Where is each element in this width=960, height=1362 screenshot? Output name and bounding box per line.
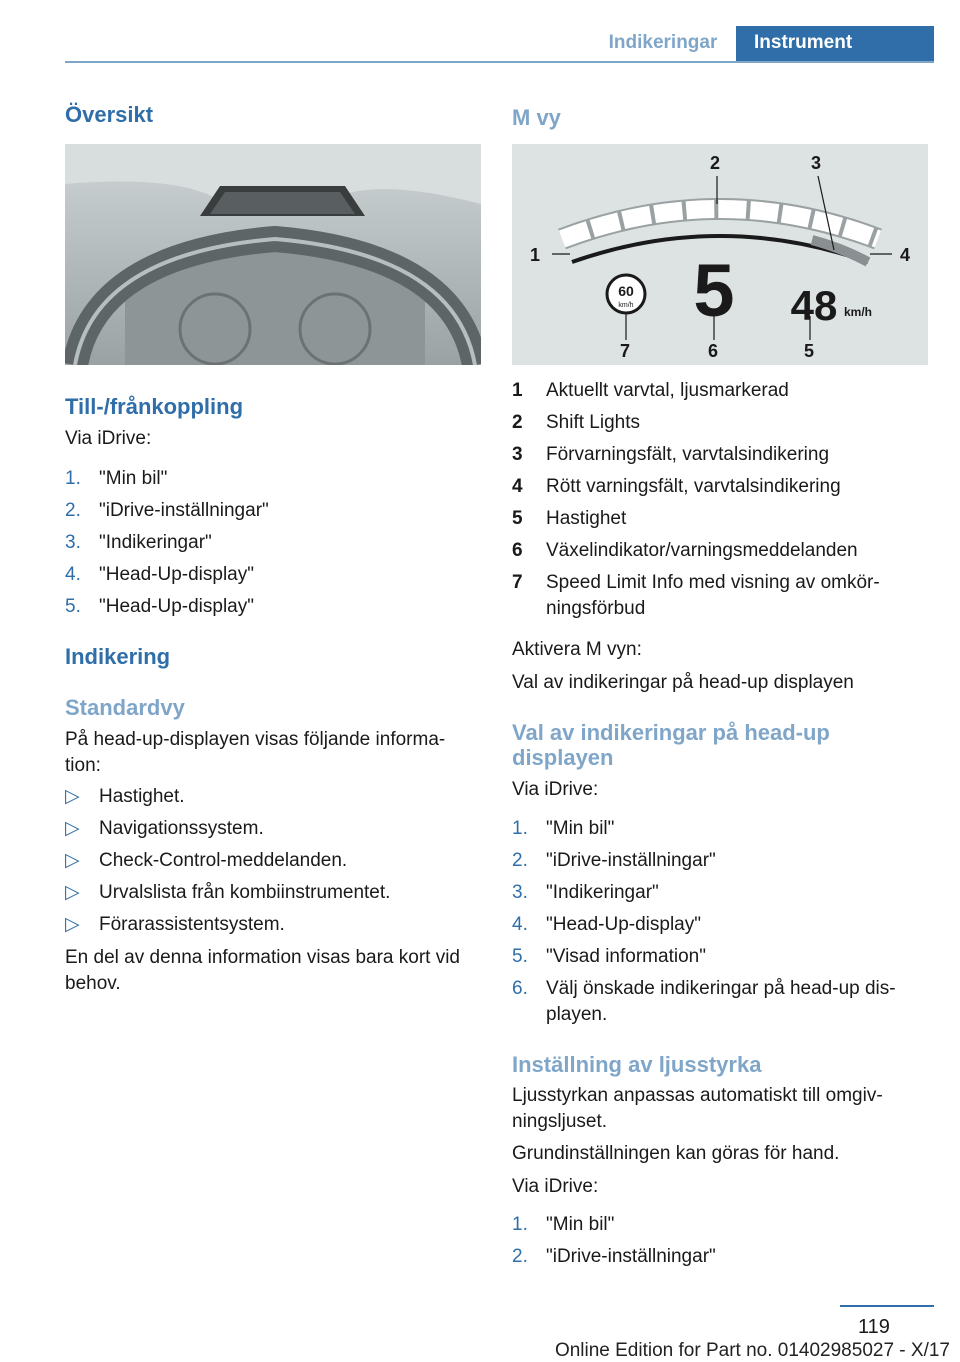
m-view-diagram	[512, 144, 928, 365]
brightness-line-2: ningsljuset.	[512, 1111, 608, 1132]
list-item: 2. "iDrive-inställningar"	[512, 1246, 716, 1267]
speed-limit-value: 60	[618, 283, 634, 299]
callout-6: 6	[708, 341, 719, 361]
callout-1: 1	[530, 245, 541, 265]
m-view-title: M vy	[512, 105, 561, 130]
toggle-steps	[65, 466, 481, 626]
list-item: 4 Rött varningsfält, varvtalsindikering	[512, 476, 841, 497]
activate-line-2: Val av indikeringar på head-up displayen	[512, 672, 854, 693]
manual-setting-text: Grundinställningen kan göras för hand.	[512, 1143, 840, 1164]
m-view-legend	[512, 378, 928, 626]
list-item: 3. "Indikeringar"	[512, 882, 659, 903]
footer-rule	[840, 1305, 934, 1307]
via-idrive-2: Via iDrive:	[512, 779, 599, 800]
list-item: ▷ Hastighet.	[65, 784, 481, 816]
edition-note: Online Edition for Part no. 01402985027 - X/17	[554, 1340, 950, 1361]
list-item: 5 Hastighet	[512, 508, 627, 529]
triangle-bullet-icon: ▷	[65, 818, 80, 839]
dashboard-illustration	[65, 144, 481, 365]
header-rule	[65, 61, 934, 63]
overview-title: Översikt	[65, 102, 154, 127]
list-item: ▷ Check-Control-meddelanden.	[65, 848, 481, 880]
list-item: 1. "Min bil"	[512, 818, 615, 839]
list-item: ▷ Navigationssystem.	[65, 816, 481, 848]
list-item: 4. "Head-Up-display"	[512, 914, 701, 935]
select-title-line-2: displayen	[512, 745, 614, 770]
callout-2: 2	[710, 153, 721, 173]
standard-text-line-1: På head-up-displayen visas följande informa-	[65, 729, 446, 750]
list-item: ▷ Förarassistentsystem.	[65, 912, 481, 944]
standard-text-line-2: tion:	[65, 755, 101, 776]
m-view-figure	[512, 144, 928, 365]
triangle-bullet-icon: ▷	[65, 786, 80, 807]
list-item: 6. Välj önskade indikeringar på head-up dis- playen.	[512, 978, 896, 1025]
list-item: 3 Förvarningsfält, varvtalsindikering	[512, 444, 830, 465]
via-idrive-1: Via iDrive:	[65, 428, 152, 449]
list-item: 4. "Head-Up-display"	[65, 564, 254, 585]
list-item: 5. "Head-Up-display"	[65, 596, 254, 617]
via-idrive-3: Via iDrive:	[512, 1176, 599, 1197]
toggle-title: Till-/frånkoppling	[65, 394, 244, 419]
standard-bullets	[65, 784, 481, 944]
note-line-2: behov.	[65, 973, 121, 994]
activate-line-1: Aktivera M vyn:	[512, 639, 642, 660]
tab-section-indikeringar[interactable]: Indikeringar	[608, 32, 718, 53]
callout-3: 3	[811, 153, 822, 173]
page-number: 119	[858, 1316, 890, 1338]
brightness-title: Inställning av ljusstyrka	[512, 1052, 762, 1077]
list-item: 5. "Visad information"	[512, 946, 706, 967]
dashboard-photo	[65, 144, 481, 365]
indication-title: Indikering	[65, 644, 171, 669]
list-item: 7 Speed Limit Info med visning av omkör- ningsförbud	[512, 572, 880, 619]
list-item: 6 Växelindikator/varningsmeddelanden	[512, 540, 858, 561]
list-item: 1. "Min bil"	[512, 1214, 615, 1235]
gear-indicator: 5	[693, 249, 735, 332]
list-item: 1. "Min bil"	[65, 468, 168, 489]
callout-7: 7	[620, 341, 631, 361]
select-title-line-1: Val av indikeringar på head-up	[512, 720, 830, 745]
list-item: 2. "iDrive-inställningar"	[512, 850, 716, 871]
speed-limit-unit: km/h	[618, 302, 634, 309]
list-item: 2. "iDrive-inställningar"	[65, 500, 269, 521]
select-steps	[512, 816, 928, 1032]
callout-5: 5	[804, 341, 815, 361]
note-line-1: En del av denna information visas bara kort vid	[65, 947, 460, 968]
tab-chapter-instrument[interactable]: Instrument	[736, 26, 934, 62]
triangle-bullet-icon: ▷	[65, 882, 80, 903]
triangle-bullet-icon: ▷	[65, 850, 80, 871]
list-item: 1 Aktuellt varvtal, ljusmarkerad	[512, 380, 789, 401]
list-item: 2 Shift Lights	[512, 412, 640, 433]
speed-value: 48	[790, 282, 838, 329]
list-item: ▷ Urvalslista från kombiinstrumentet.	[65, 880, 481, 912]
speed-unit: km/h	[843, 305, 873, 319]
brightness-line-1: Ljusstyrkan anpassas automatiskt till omgiv-	[512, 1085, 883, 1106]
triangle-bullet-icon: ▷	[65, 914, 80, 935]
list-item: 3. "Indikeringar"	[65, 532, 212, 553]
standard-view-title: Standardvy	[65, 695, 185, 720]
callout-4: 4	[900, 245, 911, 265]
brightness-steps	[512, 1212, 928, 1276]
